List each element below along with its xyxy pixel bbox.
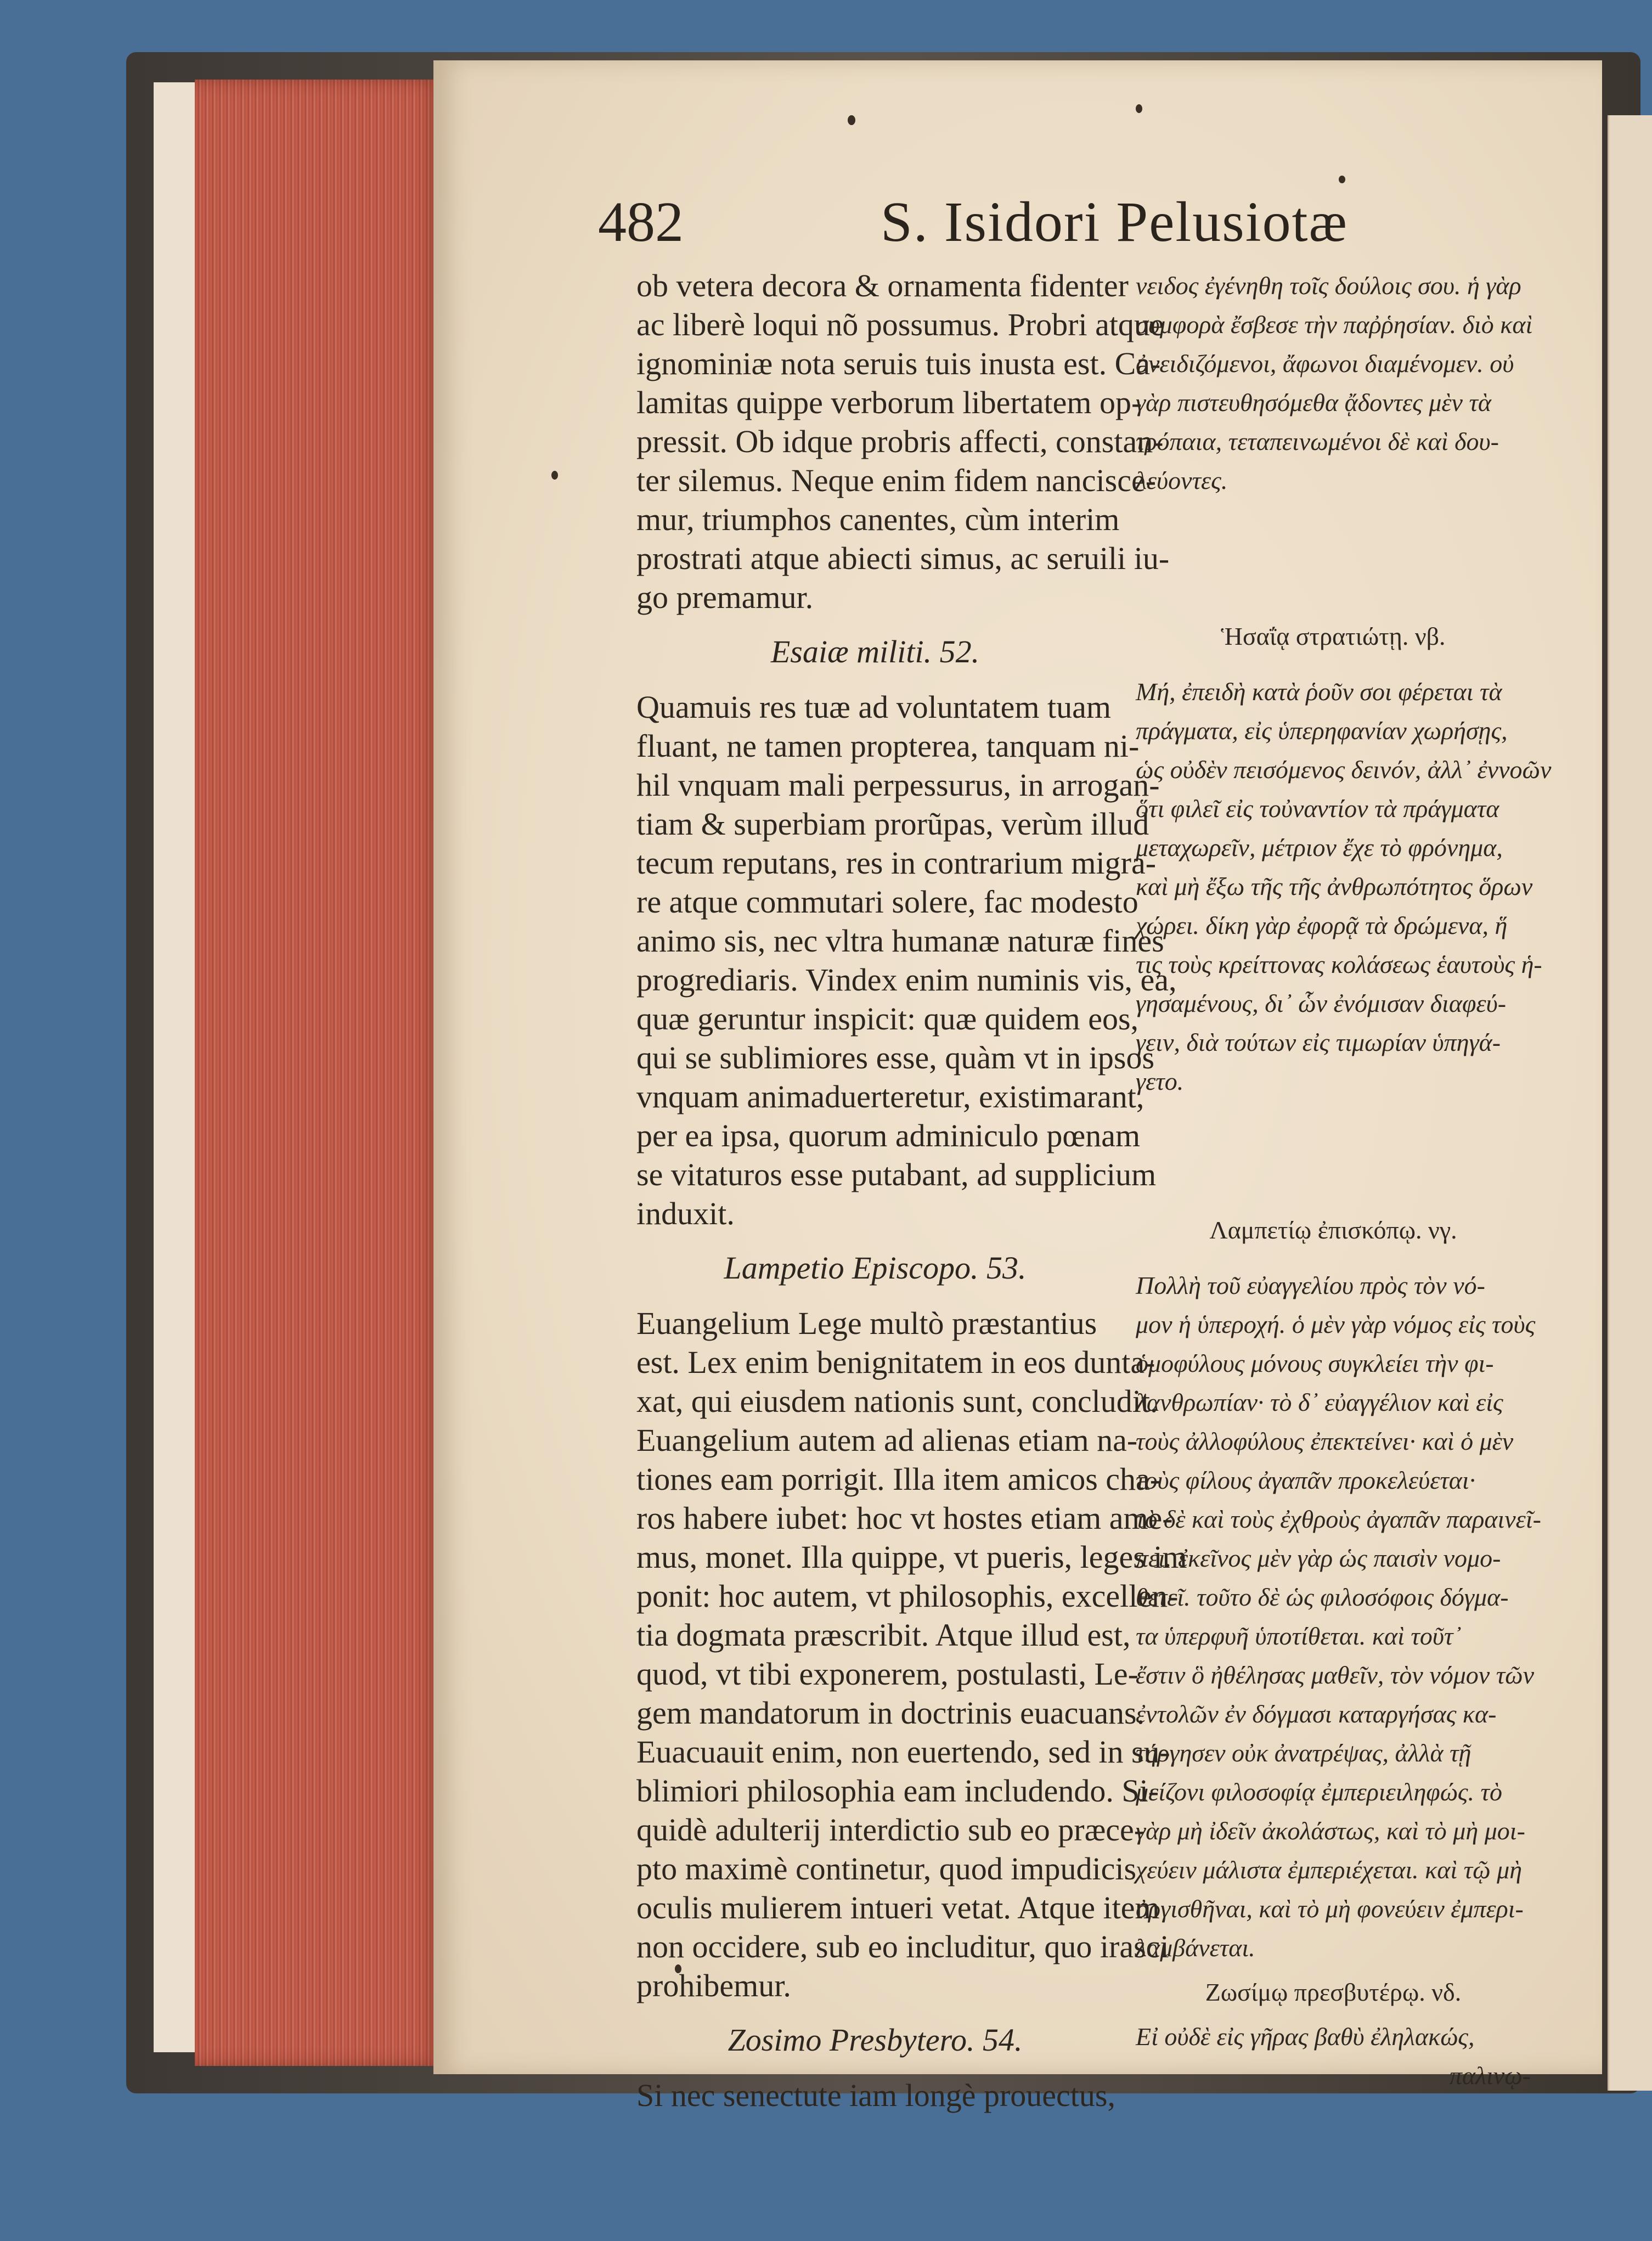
text-line: est. Lex enim benignitatem in eos dunta-: [636, 1344, 1155, 1380]
greek-column: [1136, 266, 1552, 2095]
text-line: τοὺς φίλους ἀγαπᾶν προκελεύεται·: [1136, 1466, 1476, 1494]
letter-body: [636, 1304, 1187, 2005]
letter-body: [1136, 2017, 1531, 2095]
text-line: γετο.: [1136, 1067, 1184, 1095]
text-line: quidè adulterij interdictio sub eo præce-: [636, 1812, 1145, 1848]
text-line: tiones eam porrigit. Illa item amicos cha-: [636, 1461, 1161, 1497]
text-line: καὶ μὴ ἔξω τῆς τῆς ἀνθρωπότητος ὅρων: [1136, 872, 1533, 900]
ink-speck: [1136, 104, 1142, 113]
text-line: λαμβάνεται.: [1136, 1934, 1255, 1962]
text-line: tiam & superbiam prorũpas, verùm illud: [636, 806, 1149, 842]
text-line: ros habere iubet: hoc vt hostes etiam ame-: [636, 1500, 1173, 1536]
text-line: μείζονι φιλοσοφίᾳ ἐμπεριειληφώς. τὸ: [1136, 1778, 1502, 1806]
text-line: progrediaris. Vindex enim numinis vis, ea,: [636, 962, 1177, 998]
letter-heading: Λαμπετίῳ ἐπισκόπῳ. νγ.: [1209, 1216, 1457, 1244]
text-line: ἐντολῶν ἐν δόγμασι καταργήσας κα-: [1136, 1700, 1497, 1728]
text-line: Si nec senectute iam longè prouectus,: [636, 2077, 1115, 2113]
text-line: μον ἡ ὑπεροχή. ὁ μὲν γὰρ νόμος εἰς τοὺς: [1136, 1310, 1536, 1338]
text-line: per ea ipsa, quorum adminiculo pœnam: [636, 1118, 1141, 1153]
text-line: se vitaturos esse putabant, ad supplicium: [636, 1157, 1157, 1192]
text-line: γὰρ πιστευθησόμεθα ᾄδοντες μὲν τὰ: [1136, 388, 1492, 416]
catchword: παλινῳ-: [1449, 2062, 1531, 2090]
text-line: quod, vt tibi exponerem, postulasti, Le-: [636, 1656, 1138, 1692]
text-line: ter silemus. Neque enim fidem nancisce-: [636, 463, 1157, 498]
text-line: qui se sublimiores esse, quàm vt in ipsos: [636, 1040, 1155, 1076]
text-line: pto maximè continetur, quod impudicis: [636, 1851, 1137, 1887]
text-line: χώρει. δίκη γὰρ ἐφορᾷ τὰ δρώμενα, ἥ: [1136, 911, 1508, 939]
ink-speck: [551, 471, 558, 480]
text-line: ἔστιν ὃ ἠθέλησας μαθεῖν, τὸν νόμον τῶν: [1136, 1661, 1535, 1689]
letter-body: [1136, 672, 1552, 1101]
text-line: ac liberè loqui nõ possumus. Probri atque: [636, 307, 1164, 342]
text-line: prostrati atque abiecti simus, ac seruili iu-: [636, 540, 1170, 576]
text-line: ob vetera decora & ornamenta fidenter: [636, 268, 1129, 303]
text-line: tia dogmata præscribit. Atque illud est,: [636, 1617, 1131, 1653]
text-line: λανθρωπίαν· τὸ δ᾽ εὐαγγέλιον καὶ εἰς: [1136, 1388, 1503, 1416]
red-page-edges: [195, 80, 442, 2066]
text-line: Quamuis res tuæ ad voluntatem tuam: [636, 689, 1112, 725]
text-line: xat, qui eiusdem nationis sunt, concludit.: [636, 1383, 1158, 1419]
letter-body: [636, 2076, 1114, 2115]
letter-body: [1136, 1266, 1541, 1967]
text-line: oculis mulierem intueri vetat. Atque item: [636, 1890, 1160, 1925]
text-line: go premamur.: [636, 579, 814, 615]
text-line: fluant, ne tamen propterea, tanquam ni-: [636, 728, 1140, 764]
text-line: τα ὑπερφυῆ ὑποτίθεται. καὶ τοῦτ᾽: [1136, 1622, 1462, 1650]
text-line: τις τοὺς κρείττονας κολάσεως ἑαυτοὺς ἡ-: [1136, 950, 1542, 978]
text-line: λεύοντες.: [1136, 466, 1228, 494]
text-line: quæ geruntur inspicit: quæ quidem eos,: [636, 1001, 1139, 1037]
text-line: πράγματα, εἰς ὑπερηφανίαν χωρήσῃς,: [1136, 717, 1508, 745]
running-head: [598, 189, 1486, 261]
text-line: ὅτι φιλεῖ εἰς τοὐναντίον τὰ πράγματα: [1136, 795, 1499, 823]
text-line: χεύειν μάλιστα ἐμπεριέχεται. καὶ τῷ μὴ: [1136, 1856, 1523, 1884]
latin-opening-paragraph: [636, 266, 1170, 617]
text-line: Euacuauit enim, non euertendo, sed in su-: [636, 1734, 1170, 1770]
text-line: ὁμοφύλους μόνους συγκλείει τὴν φι-: [1136, 1349, 1494, 1377]
text-line: τὸ δὲ καὶ τοὺς ἐχθροὺς ἀγαπᾶν παραινεῖ-: [1136, 1505, 1541, 1533]
text-line: συμφορὰ ἔσβεσε τὴν παῤῥησίαν. διὸ καὶ: [1136, 311, 1533, 339]
text-line: ὡς οὐδὲν πεισόμενος δεινόν, ἀλλ᾽ ἐννοῶν: [1136, 756, 1552, 784]
letter-heading: Ἡσαΐᾳ στρατιώτῃ. νβ.: [1221, 622, 1446, 650]
text-line: τοὺς ἀλλοφύλους ἐπεκτείνει· καὶ ὁ μὲν: [1136, 1427, 1514, 1455]
text-line: γησαμένους, δι᾽ ὧν ἐνόμισαν διαφεύ-: [1136, 989, 1507, 1017]
letter-heading: Lampetio Episcopo. 53.: [724, 1250, 1027, 1286]
text-line: Πολλὴ τοῦ εὐαγγελίου πρὸς τὸν νό-: [1136, 1271, 1485, 1299]
text-line: τρόπαια, τεταπεινωμένοι δὲ καὶ δου-: [1136, 427, 1499, 455]
text-line: non occidere, sub eo includitur, quo irasci: [636, 1929, 1169, 1964]
text-line: blimiori philosophia eam includendo. Si-: [636, 1773, 1159, 1809]
text-line: ponit: hoc autem, vt philosophis, excellen-: [636, 1578, 1179, 1614]
ink-speck: [1339, 176, 1345, 183]
text-line: hil vnquam mali perpessurus, in arrogan-: [636, 767, 1160, 803]
text-line: Euangelium autem ad alienas etiam na-: [636, 1422, 1138, 1458]
text-line: tecum reputans, res in contrarium migra-: [636, 845, 1157, 881]
text-line: Εἰ οὐδὲ εἰς γῆρας βαθὺ ἐληλακώς,: [1136, 2023, 1475, 2051]
text-line: Μή, ἐπειδὴ κατὰ ῥοῦν σοι φέρεται τὰ: [1136, 678, 1502, 706]
text-line: lamitas quippe verborum libertatem op-: [636, 385, 1142, 420]
text-line: vnquam animaduerteretur, existimarant,: [636, 1079, 1144, 1114]
text-line: mur, triumphos canentes, cùm interim: [636, 502, 1120, 537]
text-line: γειν, διὰ τούτων εἰς τιμωρίαν ὑπηγά-: [1136, 1028, 1501, 1056]
ink-speck: [848, 115, 855, 125]
text-line: prohibemur.: [636, 1968, 791, 2003]
text-line: ignominiæ nota seruis tuis inusta est. Ca-: [636, 346, 1161, 381]
text-line: τήργησεν οὐκ ἀνατρέψας, ἀλλὰ τῇ: [1136, 1739, 1471, 1767]
running-title: S. Isidori Pelusiotæ: [881, 190, 1348, 254]
text-line: pressit. Ob idque probris affecti, constan-: [636, 424, 1164, 459]
text-line: re atque commutari solere, fac modesto: [636, 884, 1138, 920]
text-line: πει. ἐκεῖνος μὲν γὰρ ὡς παισὶν νομο-: [1136, 1544, 1501, 1572]
greek-opening-paragraph: [1136, 266, 1531, 500]
text-line: induxit.: [636, 1196, 735, 1231]
text-line: ὀργισθῆναι, καὶ τὸ μὴ φονεύειν ἐμπερι-: [1136, 1895, 1524, 1923]
text-line: Euangelium Lege multò præstantius: [636, 1305, 1097, 1341]
letter-heading: Esaiæ militi. 52.: [770, 634, 980, 669]
letter-heading: Zosimo Presbytero. 54.: [728, 2022, 1023, 2058]
text-line: animo sis, nec vltra humanæ naturæ fines: [636, 923, 1164, 959]
text-line: ὀνειδιζόμενοι, ἄφωνοι διαμένομεν. οὐ: [1136, 350, 1514, 378]
text-line: γὰρ μὴ ἰδεῖν ἀκολάστως, καὶ τὸ μὴ μοι-: [1136, 1817, 1525, 1845]
text-line: mus, monet. Illa quippe, vt pueris, leges im: [636, 1539, 1187, 1575]
letter-heading: Ζωσίμῳ πρεσβυτέρῳ. νδ.: [1205, 1978, 1462, 2006]
text-line: θετεῖ. τοῦτο δὲ ὡς φιλοσόφοις δόγμα-: [1136, 1583, 1509, 1611]
text-line: μεταχωρεῖν, μέτριον ἔχε τὸ φρόνημα,: [1136, 834, 1503, 862]
text-line: νειδος ἐγένηθη τοῖς δούλοις σου. ἡ γὰρ: [1136, 272, 1521, 300]
text-line: gem mandatorum in doctrinis euacuans.: [636, 1695, 1145, 1731]
facing-page-edge: [1608, 115, 1652, 2091]
page-number: 482: [598, 190, 684, 254]
